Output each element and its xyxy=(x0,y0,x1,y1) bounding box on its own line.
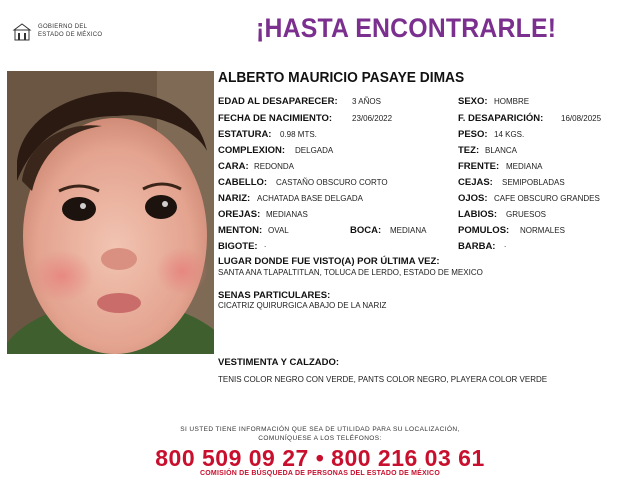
footer-info-line1: SI USTED TIENE INFORMACIÓN QUE SEA DE UTILIDAD PARA SU LOCALIZACIÓN, xyxy=(180,426,460,433)
orejas-label: OREJAS: xyxy=(218,209,261,220)
labios-label: LABIOS: xyxy=(458,209,498,220)
agency-name: COMISIÓN DE BÚSQUEDA DE PERSONAS DEL ESTADO DE MÉXICO xyxy=(200,470,440,477)
tez-label: TEZ: xyxy=(458,145,480,156)
frente-label: FRENTE: xyxy=(458,161,500,172)
sexo-label: SEXO: xyxy=(458,96,488,107)
sexo-value: HOMBRE xyxy=(494,97,530,106)
vestimenta-label: VESTIMENTA Y CALZADO: xyxy=(218,357,340,368)
cara-value: REDONDA xyxy=(254,162,295,171)
vestimenta-value: TENIS COLOR NEGRO CON VERDE, PANTS COLOR NEGRO, PLAYERA COLOR VERDE xyxy=(218,375,548,384)
location-label: LUGAR DONDE FUE VISTO(A) POR ÚLTIMA VEZ: xyxy=(218,256,440,267)
menton-value: OVAL xyxy=(268,226,289,235)
headline: ¡HASTA ENCONTRARLE! xyxy=(256,13,557,43)
cabello-label: CABELLO: xyxy=(218,177,268,188)
estatura-label: ESTATURA: xyxy=(218,129,272,140)
senas-value: CICATRIZ QUIRURGICA ABAJO DE LA NARIZ xyxy=(218,301,387,310)
state-seal-icon xyxy=(12,22,32,42)
frente-value: MEDIANA xyxy=(506,162,543,171)
child-portrait xyxy=(7,71,214,354)
gov-logo xyxy=(12,22,122,44)
barba-label: BARBA: xyxy=(458,241,496,252)
edad-value: 3 AÑOS xyxy=(352,97,381,106)
ojos-value: CAFE OBSCURO GRANDES xyxy=(494,194,600,203)
nacimiento-label: FECHA DE NACIMIENTO: xyxy=(218,113,332,124)
footer-info-line2: COMUNÍQUESE A LOS TELÉFONOS: xyxy=(258,435,382,442)
nacimiento-value: 23/06/2022 xyxy=(352,114,393,123)
cejas-value: SEMIPOBLADAS xyxy=(502,178,565,187)
estatura-value: 0.98 MTS. xyxy=(280,130,317,139)
cabello-value: CASTAÑO OBSCURO CORTO xyxy=(276,178,388,187)
desaparicion-value: 16/08/2025 xyxy=(561,114,602,123)
orejas-value: MEDIANAS xyxy=(266,210,308,219)
labios-value: GRUESOS xyxy=(506,210,547,219)
edad-label: EDAD AL DESAPARECER: xyxy=(218,96,338,107)
phone-numbers: 800 509 09 27 • 800 216 03 61 xyxy=(155,445,485,471)
location-value: SANTA ANA TLAPALTITLAN, TOLUCA DE LERDO, ESTADO DE MEXICO xyxy=(218,268,483,277)
gov-line2: ESTADO DE MÉXICO xyxy=(38,32,103,38)
bigote-value: . xyxy=(264,240,267,249)
complexion-label: COMPLEXION: xyxy=(218,145,286,156)
senas-label: SENAS PARTICULARES: xyxy=(218,290,331,301)
pomulos-label: POMULOS: xyxy=(458,225,510,236)
cejas-label: CEJAS: xyxy=(458,177,493,188)
bigote-label: BIGOTE: xyxy=(218,241,258,252)
gov-line1: GOBIERNO DEL xyxy=(38,24,88,30)
missing-person-photo xyxy=(7,71,214,354)
complexion-value: DELGADA xyxy=(295,146,334,155)
nariz-label: NARIZ: xyxy=(218,193,251,204)
peso-label: PESO: xyxy=(458,129,488,140)
cara-label: CARA: xyxy=(218,161,249,172)
pomulos-value: NORMALES xyxy=(520,226,565,235)
barba-value: . xyxy=(504,240,507,249)
boca-label: BOCA: xyxy=(350,225,382,236)
desaparicion-label: F. DESAPARICIÓN: xyxy=(458,113,544,124)
menton-label: MENTON: xyxy=(218,225,263,236)
ojos-label: OJOS: xyxy=(458,193,488,204)
tez-value: BLANCA xyxy=(485,146,518,155)
peso-value: 14 KGS. xyxy=(494,130,525,139)
boca-value: MEDIANA xyxy=(390,226,427,235)
person-name: ALBERTO MAURICIO PASAYE DIMAS xyxy=(218,70,465,86)
nariz-value: ACHATADA BASE DELGADA xyxy=(257,194,363,203)
